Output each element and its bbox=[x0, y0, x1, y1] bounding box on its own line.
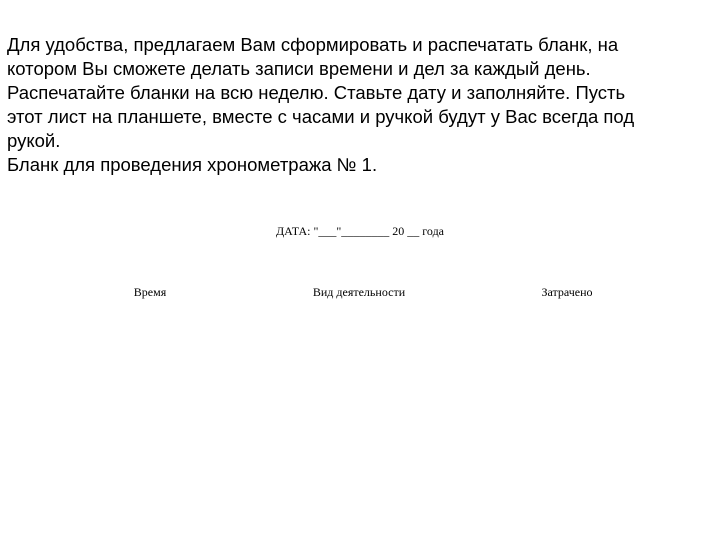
date-line bbox=[0, 224, 720, 239]
intro-line: Распечатайте бланки на всю неделю. Ставьте дату и заполняйте. Пусть bbox=[7, 82, 626, 103]
intro-line: этот лист на планшете, вместе с часами и ручкой будут у Вас всегда под bbox=[7, 106, 635, 127]
column-header-activity: Вид деятельности bbox=[312, 285, 406, 299]
column-header-time: Время bbox=[133, 285, 167, 299]
date-label: ДАТА: bbox=[275, 224, 311, 238]
intro-line: котором Вы сможете делать записи времени и дел за каждый день. bbox=[7, 58, 591, 79]
intro-line: рукой. bbox=[7, 130, 61, 151]
intro-line: Для удобства, предлагаем Вам сформировать и распечатать бланк, на bbox=[7, 34, 619, 55]
intro-text bbox=[7, 33, 707, 177]
date-template: "___"________ 20 __ года bbox=[313, 224, 445, 238]
column-header-spent: Затрачено bbox=[541, 285, 593, 299]
form-title: Бланк для проведения хронометража № 1. bbox=[7, 154, 378, 175]
